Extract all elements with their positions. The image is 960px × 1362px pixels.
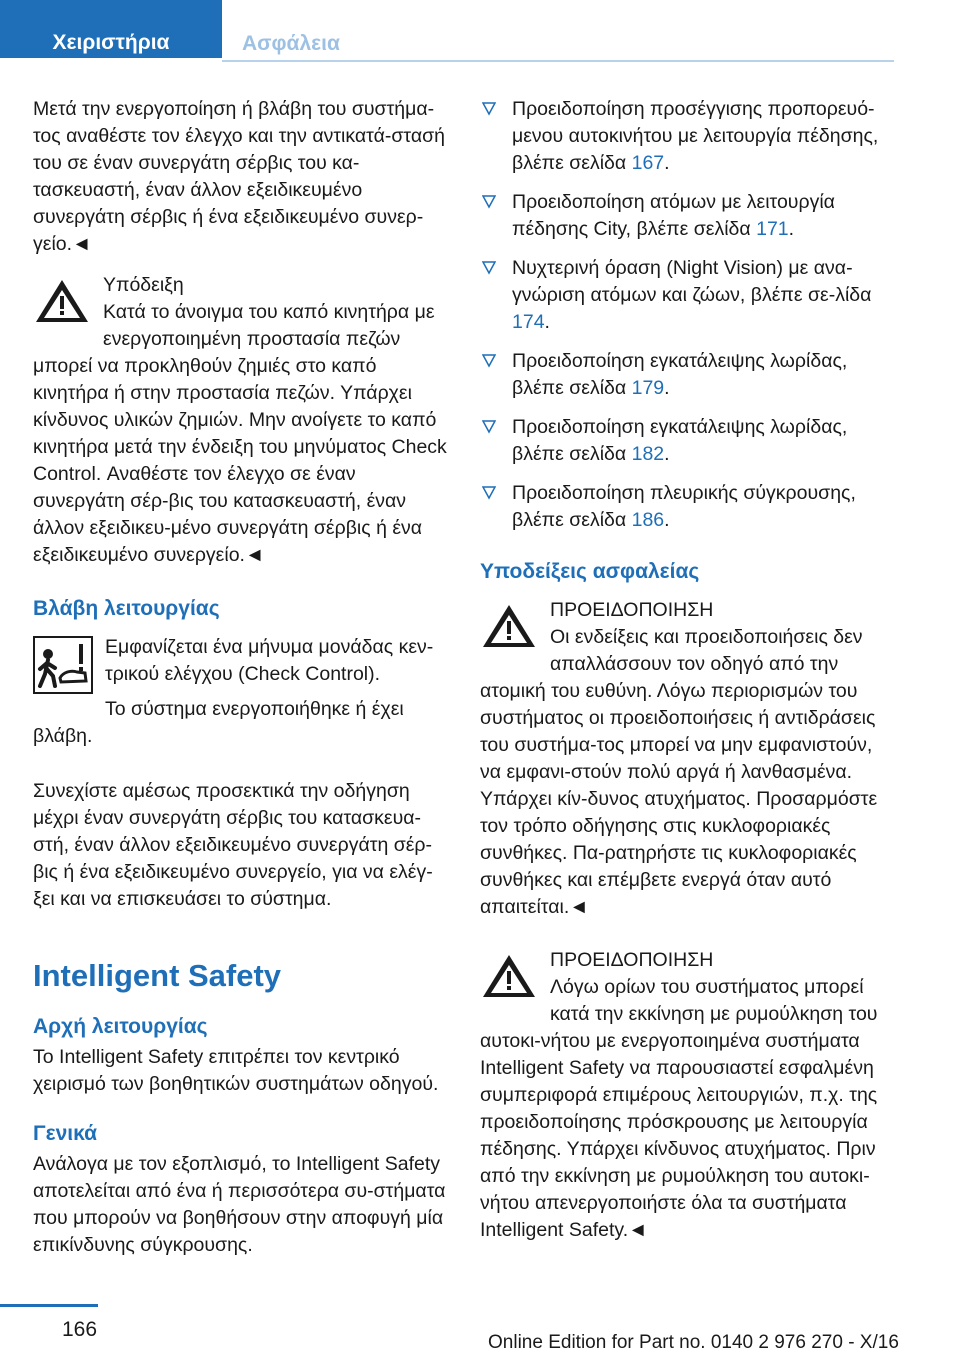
page-link[interactable]: 182: [631, 443, 665, 465]
triangle-bullet-icon: [482, 195, 496, 209]
general-text: Ανάλογα με τον εξοπλισμό, το Intelligent Safety αποτελείται από ένα ή περισσότερα συ-στήματα που μπορούν να βοηθήσουν στην αποφυγή μία επικίνδυνης σύγκρουσης.: [33, 1153, 446, 1256]
heading-safety-notes: Υποδείξεις ασφαλείας: [480, 560, 700, 583]
list-item-text: Προειδοποίηση εγκατάλειψης λωρίδας, βλέπε σελίδα: [512, 416, 848, 465]
heading-general: Γενικά: [33, 1122, 98, 1145]
hint-title: Υπόδειξη: [103, 274, 184, 296]
list-item-end: .: [544, 311, 550, 333]
system-list: [480, 96, 895, 534]
tab-controls[interactable]: Χειριστήρια: [0, 0, 222, 58]
page-link[interactable]: 171: [756, 218, 789, 240]
list-item: [480, 414, 895, 468]
list-item-end: .: [664, 377, 670, 399]
list-item-text: Νυχτερινή όραση (Night Vision) με ανα-γνώριση ατόμων και ζώων, βλέπε σε-λίδα: [512, 257, 872, 306]
warning-note-2: [480, 947, 895, 1244]
triangle-bullet-icon: [482, 354, 496, 368]
page-link[interactable]: 186: [631, 509, 665, 531]
pedestrian-warning-icon: [33, 636, 93, 694]
warning-triangle-icon: [480, 951, 538, 1001]
triangle-bullet-icon: [482, 102, 496, 116]
list-item-text: Προειδοποίηση ατόμων με λειτουργία πέδησης City, βλέπε σελίδα: [512, 191, 835, 240]
heading-intelligent-safety: Intelligent Safety: [33, 958, 282, 993]
triangle-bullet-icon: [482, 261, 496, 275]
warning-text: Οι ενδείξεις και προειδοποιήσεις δεν απαλλάσσουν τον οδηγό από την ατομική του ευθύνη. Λόγω περιορισμών του συστήματος οι προειδοποιήσεις ή αντιδράσεις του συστήμα-τος μπορεί να μην εμφανιστούν, να εμφανι-στούν πολύ αργά ή λανθασμένα. Υπάρχει κίν-δυνος ατυχήματος. Προσαρμόστε τον τρόπο οδήγησης στις κυκλοφοριακές συνθήκες. Πα-ρατηρήστε τις κυκλοφοριακές συνθήκες και επέμβετε ενεργά όταν αυτό απαιτείται.◄: [480, 626, 878, 918]
edition-text: Online Edition for Part no. 0140 2 976 270 - X/16: [488, 1332, 899, 1353]
malfunction-block: [33, 634, 448, 764]
heading-principle: Αρχή λειτουργίας: [33, 1015, 208, 1038]
triangle-bullet-icon: [482, 486, 496, 500]
malfunction-status: Το σύστημα ενεργοποιήθηκε ή έχει βλάβη.: [33, 698, 404, 747]
left-column: [33, 96, 448, 1273]
warning-title: ΠΡΟΕΙΔΟΠΟΙΗΣΗ: [550, 599, 714, 621]
warning-triangle-icon: [33, 276, 91, 326]
list-item-text: Προειδοποίηση εγκατάλειψης λωρίδας, βλέπε σελίδα: [512, 350, 848, 399]
hint-text: Κατά το άνοιγμα του καπό κινητήρα με ενεργοποιημένη προστασία πεζών μπορεί να προκληθούν ζημιές στο καπό κινητήρα ή στην προστασία πεζών. Υπάρχει κίνδυνος υλικών ζημιών. Μην ανοίγετε το καπό κινητήρα μετά την ένδειξη του μηνύματος Check Control. Αναθέστε τον έλεγχο σε έναν συνεργάτη σέρ-βις του κατασκευαστή, έναν άλλον εξειδικευ-μένο συνεργάτη σέρβις ή ένα εξειδικευμένο συνεργείο.◄: [33, 301, 447, 566]
page-header: [0, 0, 960, 62]
warning-title: ΠΡΟΕΙΔΟΠΟΙΗΣΗ: [550, 949, 714, 971]
page-number: 166: [62, 1318, 98, 1341]
tab-safety[interactable]: Ασφάλεια: [222, 0, 894, 58]
page-link[interactable]: 167: [631, 152, 665, 174]
list-item-end: .: [664, 509, 670, 531]
list-item: [480, 96, 895, 177]
principle-text: Το Intelligent Safety επιτρέπει τον κεντρικό χειρισμό των βοηθητικών συστημάτων οδηγού.: [33, 1046, 439, 1095]
malfunction-message: Εμφανίζεται ένα μήνυμα μονάδας κεν-τρικού ελέγχου (Check Control).: [105, 636, 434, 685]
hint-note: [33, 272, 448, 569]
triangle-bullet-icon: [482, 420, 496, 434]
list-item: [480, 480, 895, 534]
intro-paragraph: Μετά την ενεργοποίηση ή βλάβη του συστήμα-τος αναθέστε τον έλεγχο και την αντικατά-στασή του σε έναν συνεργάτη σέρβις του κα-τασκευαστή, έναν άλλον εξειδικευμένο συνεργάτη σέρβις ή ένα εξειδικευμένο συνερ-γείο.◄: [33, 98, 445, 255]
heading-malfunction: Βλάβη λειτουργίας: [33, 597, 220, 620]
page-link[interactable]: 174: [512, 311, 545, 333]
list-item-text: Προειδοποίηση προσέγγισης προπορευό-μενου αυτοκινήτου με λειτουργία πέδησης, βλέπε σελίδα: [512, 98, 879, 174]
warning-text: Λόγω ορίων του συστήματος μπορεί κατά την εκκίνηση με ρυμούλκηση του αυτοκι-νήτου με ενεργοποιημένα συστήματα Intelligent Safety να παρουσιαστεί εσφαλμένη συμπεριφορά επιμέρους λειτουργιών, π.χ. της προειδοποίησης πρόσκρουσης με λειτουργία πέδησης. Υπάρχει κίνδυνος ατυχήματος. Πριν από την εκκίνηση με ρυμούλκηση του αυτοκι-νήτου απενεργοποιήστε όλα τα συστήματα Intelligent Safety.◄: [480, 976, 878, 1241]
header-underline: [222, 60, 894, 62]
right-column: [480, 96, 895, 1258]
list-item: [480, 255, 895, 336]
list-item-end: .: [788, 218, 795, 240]
warning-triangle-icon: [480, 601, 538, 651]
malfunction-instructions: Συνεχίστε αμέσως προσεκτικά την οδήγηση μέχρι έναν συνεργάτη σέρβις του κατασκευα-στή, έναν άλλον εξειδικευμένο συνεργάτη σέρ-βις ή ένα εξειδικευμένο συνεργείο, για να ελέγ-ξει και να επισκευάσει το σύστημα.: [33, 780, 433, 910]
list-item-end: .: [664, 443, 670, 465]
page-link[interactable]: 179: [631, 377, 665, 399]
list-item: [480, 189, 895, 243]
list-item: [480, 348, 895, 402]
warning-note-1: [480, 597, 895, 921]
footer-rule: [0, 1304, 98, 1307]
list-item-end: .: [664, 152, 670, 174]
list-item-text: Προειδοποίηση πλευρικής σύγκρουσης, βλέπε σελίδα: [512, 482, 856, 531]
